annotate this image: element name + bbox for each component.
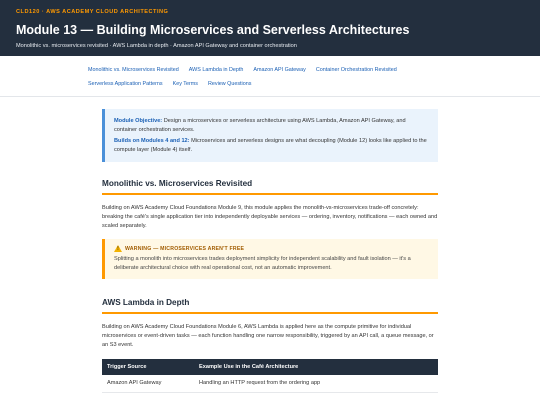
table-of-contents	[0, 56, 540, 97]
table-header-row	[102, 359, 438, 375]
objective-text: Design a microservices or serverless architecture using AWS Lambda, Amazon API Gateway, and container orchestration services.	[114, 118, 406, 133]
page-subtitle: Monolithic vs. microservices revisited · AWS Lambda in depth · Amazon API Gateway and container orchestration	[16, 43, 297, 49]
toc-link-key-terms[interactable]: Key Terms	[172, 81, 198, 87]
objective-label: Module Objective:	[114, 118, 163, 124]
trigger-table	[102, 359, 438, 393]
toc-link-review-questions[interactable]: Review Questions	[207, 81, 252, 87]
objective-paragraph	[114, 117, 428, 135]
monolithic-paragraph: Building on AWS Academy Cloud Foundations Module 9, this module applies the monolith-vs-microservices trade-off concretely: breaking the café's single application tier into independently deployable services — ordering, inventory, notifications — each owned and scaled separately.	[102, 205, 438, 229]
main-content	[0, 97, 540, 393]
course-label: CLD120 · AWS ACADEMY CLOUD ARCHITECTING	[16, 9, 169, 15]
warning-text: Splitting a monolith into microservices trades deployment simplicity for independent scalability and fault isolation — it's a deliberate architectural choice with real operational cost, not an automatic improvement.	[114, 256, 411, 271]
toc-link-api-gateway[interactable]: Amazon API Gateway	[253, 67, 306, 73]
warning-title: WARNING — MICROSERVICES AREN'T FREE	[125, 245, 245, 252]
section-heading-lambda: AWS Lambda in Depth	[102, 298, 438, 314]
builds-on-text: Microservices and serverless designs are what decoupling (Module 12) looks like applied to the compute layer (Module 4) itself.	[114, 138, 427, 153]
warning-callout	[102, 239, 438, 279]
lambda-paragraph: Building on AWS Academy Cloud Foundations Module 6, AWS Lambda is applied here as the compute primitive for individual microservices or event-driven tasks — each function handling one narrow responsibility, triggered by an API call, a queue message, or an S3 event.	[102, 324, 434, 348]
toc-row	[88, 81, 540, 87]
section-heading-monolithic: Monolithic vs. Microservices Revisited	[102, 179, 438, 195]
toc-row	[88, 67, 540, 73]
toc-link-monolithic[interactable]: Monolithic vs. Microservices Revisited	[88, 67, 179, 73]
page-title: Module 13 — Building Microservices and Serverless Architectures	[16, 23, 410, 37]
page-header	[0, 0, 540, 56]
warning-title-row	[114, 245, 428, 252]
table-header-trigger-source: Trigger Source	[102, 359, 194, 375]
warning-icon	[114, 245, 122, 252]
builds-on-paragraph	[114, 137, 428, 155]
objective-callout	[102, 109, 438, 162]
toc-link-lambda[interactable]: AWS Lambda in Depth	[188, 67, 244, 73]
toc-link-container-orchestration[interactable]: Container Orchestration Revisited	[315, 67, 397, 73]
table-row	[102, 375, 438, 392]
table-cell: Amazon API Gateway	[102, 375, 194, 392]
table-cell: Handling an HTTP request from the ordering app	[194, 375, 438, 392]
builds-on-label: Builds on Modules 4 and 12:	[114, 138, 190, 144]
toc-link-serverless-patterns[interactable]: Serverless Application Patterns	[88, 81, 163, 87]
table-header-example-use: Example Use in the Café Architecture	[194, 359, 438, 375]
